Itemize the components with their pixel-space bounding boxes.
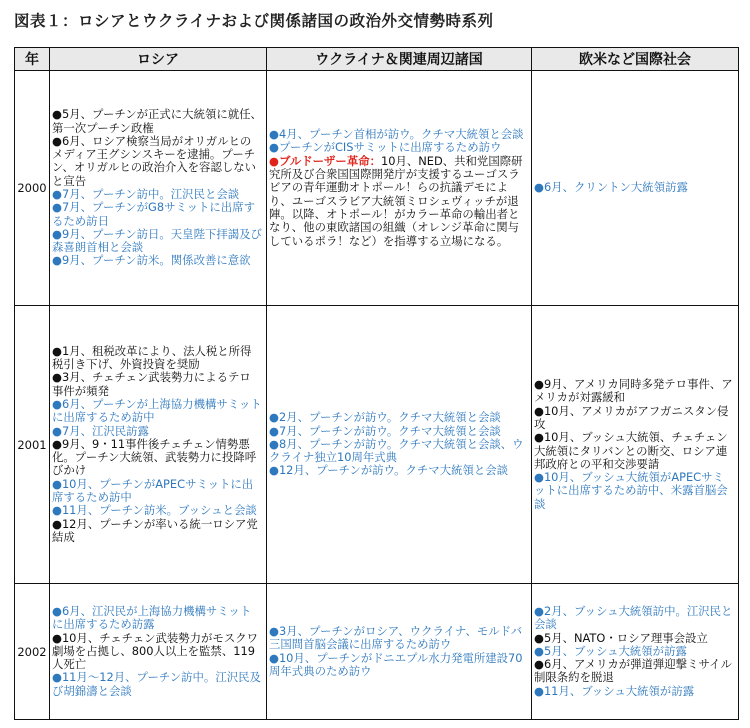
event-text: ●2月、ブッシュ大統領訪中。江沢民と会談 (534, 603, 733, 632)
event-entry (52, 425, 262, 438)
event-text: ●11月、ブッシュ大統領が訪露 (534, 683, 695, 698)
event-text: ●6月、ロシア検察当局がオリガルヒのメディア王グシンスキーを逮捕。プーチン、オリガルヒの政治介入を容認しないと宣告 (52, 133, 257, 188)
header-west: 欧米など国際社会 (532, 48, 739, 71)
event-text: ●12月、プーチンが率いる統一ロシア党結成 (52, 516, 258, 544)
event-text: ●10月、チェチェン武装勢力がモスクワ劇場を占拠し、800人以上を監禁、119人死亡 (52, 630, 259, 672)
event-text: ●5月、NATO・ロシア理事会設立 (534, 630, 708, 645)
event-text: ●6月、プーチンが上海協力機構サミットに出席するため訪中 (52, 396, 262, 425)
event-entry (269, 155, 527, 248)
event-entry (52, 478, 262, 505)
event-text: ●7月、プーチンがG8サミットに出席するため訪日 (52, 200, 255, 228)
event-entry (52, 671, 262, 698)
event-entry (534, 685, 734, 698)
event-entry (52, 632, 262, 672)
event-entry (52, 188, 262, 201)
event-text: ●11月～12月、プーチン訪中。江沢民及び胡錦濤と会談 (52, 670, 261, 698)
event-entry (269, 652, 527, 679)
event-entry (269, 625, 527, 652)
table-row (15, 306, 739, 584)
header-row (15, 48, 739, 71)
event-text: ●7月、江沢民訪露 (52, 423, 149, 438)
table-row (15, 584, 739, 720)
event-entry (534, 471, 734, 511)
event-entry (534, 645, 734, 658)
year-cell: 2001 (15, 306, 50, 584)
event-entry (52, 254, 262, 267)
event-entry (52, 201, 262, 228)
event-entry (269, 411, 527, 424)
west-cell (532, 584, 739, 720)
event-entry (269, 128, 527, 141)
event-entry (534, 632, 734, 645)
event-entry (52, 398, 262, 425)
header-year: 年 (15, 48, 50, 71)
event-entry (52, 228, 262, 255)
event-entry (534, 405, 734, 432)
header-russia: ロシア (50, 48, 267, 71)
year-cell: 2002 (15, 584, 50, 720)
event-entry (269, 438, 527, 465)
event-text: ●プーチンがCISサミットに出席するため訪ウ (269, 140, 502, 155)
event-entry (534, 658, 734, 685)
event-entry (52, 108, 262, 135)
event-entry (269, 464, 527, 477)
event-entry (52, 371, 262, 398)
event-text: ●2月、プーチンが訪ウ。クチマ大統領と会談 (269, 410, 501, 425)
event-text: ●8月、プーチンが訪ウ。クチマ大統領と会談、ウクライナ独立10周年式典 (269, 436, 524, 465)
event-entry (52, 605, 262, 632)
event-text: ●4月、プーチン首相が訪ウ。クチマ大統領と会談 (269, 127, 524, 142)
event-text: ●7月、プーチン訪中。江沢民と会談 (52, 187, 240, 201)
event-entry (52, 504, 262, 517)
event-text: ●6月、アメリカが弾道弾迎撃ミサイル制限条約を脱退 (534, 657, 732, 685)
event-text: ●9月、プーチン訪日。天皇陛下拝謁及び森喜朗首相と会談 (52, 226, 262, 255)
event-text: ●11月、プーチン訪米。ブッシュと会談 (52, 503, 257, 518)
event-text: ●10月、ブッシュ大統領がAPECサミットに出席するため訪中、米露首脳会談 (534, 470, 728, 511)
ukraine-cell (267, 306, 532, 584)
event-text: ●9月、9・11事件後チェチェン情勢悪化。プーチン大統領、武装勢力に投降呼びかけ (52, 436, 257, 478)
event-entry (534, 181, 734, 194)
event-text: ●10月、プーチンがドニエプル水力発電所建設70周年式典のため訪ウ (269, 650, 523, 678)
event-entry (52, 345, 262, 372)
event-entry (269, 425, 527, 438)
event-entry (52, 438, 262, 478)
event-entry (269, 141, 527, 154)
event-entry (534, 431, 734, 471)
event-entry (52, 135, 262, 188)
ukraine-cell (267, 584, 532, 720)
event-text: ●7月、プーチンが訪ウ。クチマ大統領と会談 (269, 423, 501, 438)
event-text: ●3月、プーチンがロシア、ウクライナ、モルドバ三国間首脳会議に出席するため訪ウ (269, 623, 523, 652)
event-text: ●10月、アメリカがアフガニスタン侵攻 (534, 403, 729, 431)
page-title: 図表１：ロシアとウクライナおよび関係諸国の政治外交情勢時系列 (14, 12, 494, 30)
event-text: ●5月、プーチンが正式に大統領に就任、第一次プーチン政権 (52, 107, 262, 135)
event-text: ●10月、プーチンがAPECサミットに出席するため訪中 (52, 476, 254, 505)
event-text: ●6月、クリントン大統領訪露 (534, 180, 688, 195)
event-text: ●9月、プーチン訪米。関係改善に意欲 (52, 253, 251, 268)
event-entry (52, 518, 262, 545)
table-row (15, 71, 739, 306)
header-ukraine: ウクライナ＆関連周辺諸国 (267, 48, 532, 71)
russia-cell (50, 306, 267, 584)
event-text: ●12月、プーチンが訪ウ。クチマ大統領と会談 (269, 463, 509, 478)
ukraine-cell (267, 71, 532, 306)
event-text: ●3月、チェチェン武装勢力によるテロ事件が頻発 (52, 370, 251, 398)
event-highlight: ●ブルドーザー革命： (269, 153, 381, 168)
event-text: ●9月、アメリカ同時多発テロ事件、アメリカが対露緩和 (534, 377, 733, 405)
event-text: 10月、NED、共和党国際研究所及び合衆国国際開発庁が支援するユーゴスラビアの青年運動オトポール！らの抗議デモにより、ユーゴスラビア大統領ミロシェヴィッチが退陣。以降、オトポール！がカラー革命の輸出者となり、他の東欧諸国の組織（オレンジ革命に関与しているポラ！など）を指導する立場になる。 (269, 153, 523, 248)
event-text: ●5月、ブッシュ大統領が訪露 (534, 643, 687, 658)
event-text: ●6月、江沢民が上海協力機構サミットに出席するため訪露 (52, 603, 252, 632)
west-cell (532, 71, 739, 306)
west-cell (532, 306, 739, 584)
event-entry (534, 378, 734, 405)
event-text: ●1月、租税改革により、法人税と所得税引き下げ、外資投資を奨励 (52, 343, 252, 372)
event-text: ●10月、ブッシュ大統領、チェチェン大統領にタリバンとの断交、ロシア連邦政府との平和交渉要請 (534, 430, 728, 471)
russia-cell (50, 71, 267, 306)
russia-cell (50, 584, 267, 720)
year-cell: 2000 (15, 71, 50, 306)
event-entry (534, 605, 734, 632)
timeline-table (14, 47, 739, 720)
